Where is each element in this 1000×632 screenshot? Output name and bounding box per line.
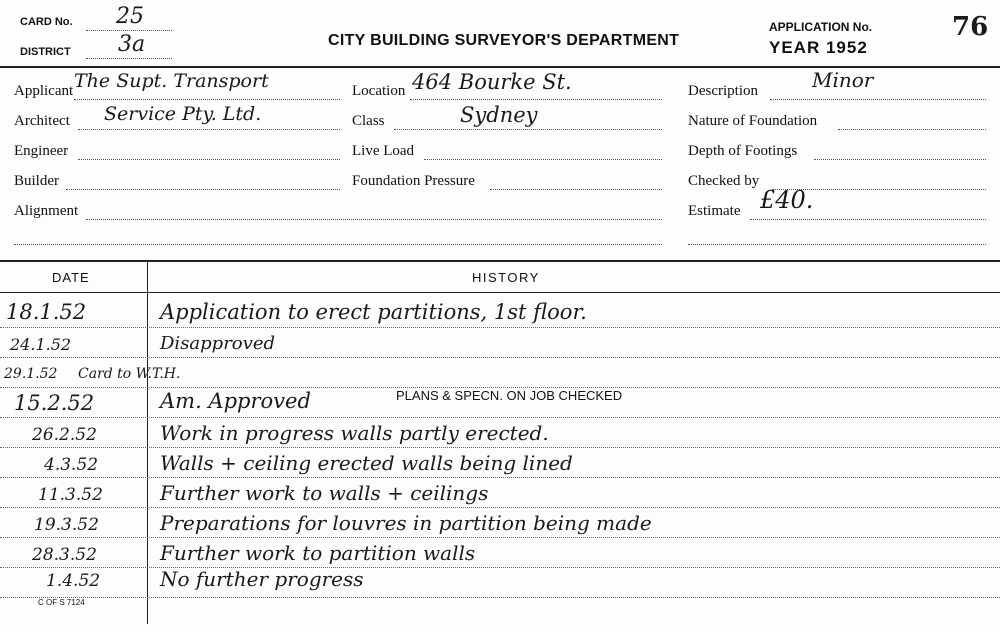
history-date: 19.3.52 <box>34 515 99 535</box>
date-column-rule <box>147 262 148 624</box>
history-text: Walls + ceiling erected walls being lined <box>160 451 573 475</box>
history-text: Further work to partition walls <box>160 541 476 565</box>
history-text: Preparations for louvres in partition being made <box>160 511 652 535</box>
history-date: 24.1.52 <box>10 335 72 354</box>
history-date: 18.1.52 <box>6 300 87 324</box>
history-header: HISTORY <box>472 270 540 285</box>
history-text: Application to erect partitions, 1st floor. <box>160 300 587 324</box>
history-text: No further progress <box>160 567 364 591</box>
location-label: Location <box>352 83 406 99</box>
estimate-label: Estimate <box>688 203 741 219</box>
district-label: DISTRICT <box>20 46 71 58</box>
history-date: 4.3.52 <box>44 455 99 475</box>
architect-label: Architect <box>14 113 70 129</box>
district-value: 3a <box>118 32 146 57</box>
class-value: Sydney <box>460 103 538 127</box>
history-text: Further work to walls + ceilings <box>160 481 489 505</box>
builder-label: Builder <box>14 173 59 189</box>
history-date: 29.1.52 <box>4 366 58 382</box>
year-label: YEAR 1952 <box>769 38 868 57</box>
department-title: CITY BUILDING SURVEYOR'S DEPARTMENT <box>328 32 680 49</box>
description-value: Minor <box>812 68 874 92</box>
date-header: DATE <box>52 270 90 285</box>
description-label: Description <box>688 83 758 99</box>
history-date: 11.3.52 <box>38 485 103 505</box>
depth-of-footings-label: Depth of Footings <box>688 143 798 159</box>
foundation-pressure-label: Foundation Pressure <box>352 173 475 189</box>
card-no-value: 25 <box>116 4 144 29</box>
history-date: 26.2.52 <box>32 425 97 445</box>
location-value: 464 Bourke St. <box>412 70 572 94</box>
history-top-rule <box>0 260 1000 262</box>
nature-of-foundation-label: Nature of Foundation <box>688 113 818 129</box>
engineer-label: Engineer <box>14 143 69 159</box>
architect-value: Service Pty. Ltd. <box>104 103 262 125</box>
history-date: 1.4.52 <box>46 571 101 591</box>
history-text: Disapproved <box>160 333 275 354</box>
alignment-label: Alignment <box>14 203 79 219</box>
history-text: Work in progress walls partly erected. <box>160 421 549 445</box>
checked-by-label: Checked by <box>688 173 760 189</box>
form-code: C OF S 7124 <box>38 598 85 607</box>
class-label: Class <box>352 113 385 129</box>
history-header-rule <box>0 292 1000 293</box>
applicant-label: Applicant <box>14 83 74 99</box>
history-text: Am. Approved <box>160 389 311 413</box>
card-no-label: CARD No. <box>20 16 73 28</box>
history-date: 28.3.52 <box>32 545 97 565</box>
inspection-stamp: PLANS & SPECN. ON JOB CHECKED <box>396 388 623 403</box>
history-date: 15.2.52 <box>14 391 95 415</box>
history-text: Card to W.T.H. <box>78 366 181 382</box>
live-load-label: Live Load <box>352 143 415 159</box>
applicant-value: The Supt. Transport <box>74 70 269 92</box>
application-label: APPLICATION No. <box>769 20 873 34</box>
estimate-value: £40. <box>760 186 814 214</box>
application-value: 76 <box>952 12 989 42</box>
